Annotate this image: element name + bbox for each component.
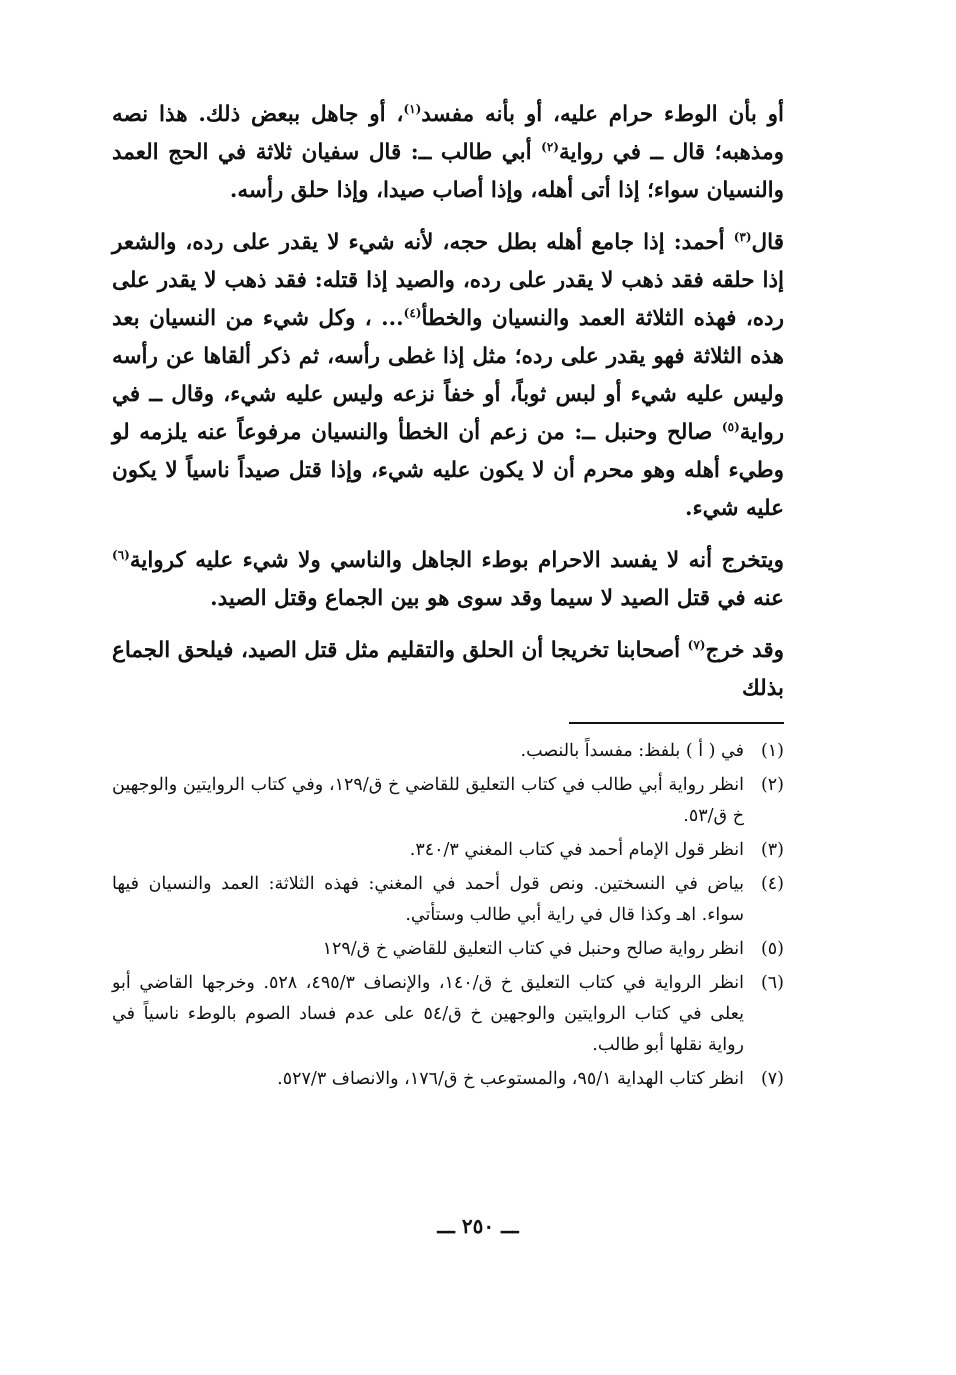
text-segment: أصحابنا تخريجا أن الحلق والتقليم مثل قتل الصيد، فيلحق الجماع بذلك [112,638,784,701]
text-segment: قال [751,230,784,255]
text-segment: ويتخرج أنه لا يفسد الاحرام بوطء الجاهل والناسي ولا شيء عليه كرواية [129,548,784,573]
footnote [112,934,784,965]
footnote-ref: (٧) [687,637,706,652]
footnote-number: (٤) [760,874,784,894]
footnote-ref: (٥) [721,419,740,434]
footnote [112,1064,784,1095]
paragraph [112,632,784,708]
paragraph [112,96,784,210]
footnote-divider [569,722,784,724]
footnote-text: انظر كتاب الهداية ٩٥/١، والمستوعب خ ق/١٧٦، والانصاف ٥٢٧/٣. [277,1069,744,1089]
footnote-ref: (٦) [112,547,130,562]
footnote-ref: (٣) [733,229,752,244]
text-segment: أبي طالب ــ: قال سفيان ثلاثة في الحج العمد والنسيان سواء؛ إذا أتى أهله، وإذا أصاب صيدا، وإذا حلق رأسه. [112,140,784,203]
text-segment: أحمد: إذا جامع أهله بطل حجه، لأنه شيء لا يقدر على رده، والشعر إذا حلقه فقد ذهب لا يقدر على رده، والصيد إذا قتله: فقد ذهب لا يقدر على رده، فهذه الثلاثة العمد والنسيان والخطأ [112,230,784,331]
text-segment: صالح وحنبل ــ: من زعم أن الخطأ والنسيان مرفوعاً عنه يلزمه لو وطيء أهله وهو محرم أن لا يكون عليه شيء، وإذا قتل صيداً ناسياً لا يكون عليه شيء. [112,420,784,521]
footnote-number: (٧) [760,1069,784,1089]
text-segment: عنه في قتل الصيد لا سيما وقد سوى هو بين الجماع وقتل الصيد. [210,586,784,611]
footnote [112,770,784,832]
footnote-ref: (٢) [541,139,559,154]
paragraph [112,542,784,618]
footnote [112,869,784,931]
footnote-text: انظر رواية صالح وحنبل في كتاب التعليق للقاضي خ ق/١٢٩ [322,939,744,959]
footnote-text: بياض في النسختين. ونص قول أحمد في المغني: فهذه الثلاثة: العمد والنسيان فيها سواء. اهـ وكذا قال في راية أبي طالب وستأتي. [112,874,744,925]
paragraph [112,224,784,528]
page-number: ـــ ٢٥٠ ـــ [437,1214,519,1238]
text-segment: ، أو جاهل ببعض ذلك. هذا نصه ومذهبه؛ قال ــ في رواية [112,102,784,165]
page-content [112,96,784,1098]
text-segment: ... ، وكل شيء من النسيان بعد هذه الثلاثة فهو يقدر على رده؛ مثل إذا غطى رأسه، ثم ذكر ألقاها عن رأسه وليس عليه شيء أو لبس ثوباً، أو خفاً نزعه وليس عليه شيء، وقال ــ في رواية [112,306,784,445]
footnote-number: (٥) [760,939,784,959]
footnote-number: (٢) [760,775,784,795]
footnote-text: في ( أ ) بلفظ: مفسداً بالنصب. [520,741,744,761]
footnote-ref: (١) [403,101,422,116]
footnote-list [112,736,784,1095]
main-text [112,96,784,708]
text-segment: وقد خرج [705,638,784,663]
footnote-ref: (٤) [403,305,422,320]
footnote [112,835,784,866]
footnote-text: انظر الرواية في كتاب التعليق خ ق/١٤٠، والإنصاف ٤٩٥/٣، ٥٢٨. وخرجها القاضي أبو يعلى في كتاب الروايتين والوجهين خ ق/٥٤ على عدم فساد الصوم بالوطء ناسياً في رواية نقلها أبو طالب. [112,973,744,1055]
footnote-number: (١) [760,741,784,761]
footnote-number: (٦) [760,973,784,993]
text-segment: أو بأن الوطء حرام عليه، أو بأنه مفسد [421,102,785,127]
footnote-text: انظر رواية أبي طالب في كتاب التعليق للقاضي خ ق/١٢٩، وفي كتاب الروايتين والوجهين خ ق/٥٣. [112,775,745,826]
footnote-text: انظر قول الإمام أحمد في كتاب المغني ٣٤٠/٣. [409,840,744,860]
footnote-number: (٣) [760,840,784,860]
footnote [112,968,784,1061]
footnote [112,736,784,767]
